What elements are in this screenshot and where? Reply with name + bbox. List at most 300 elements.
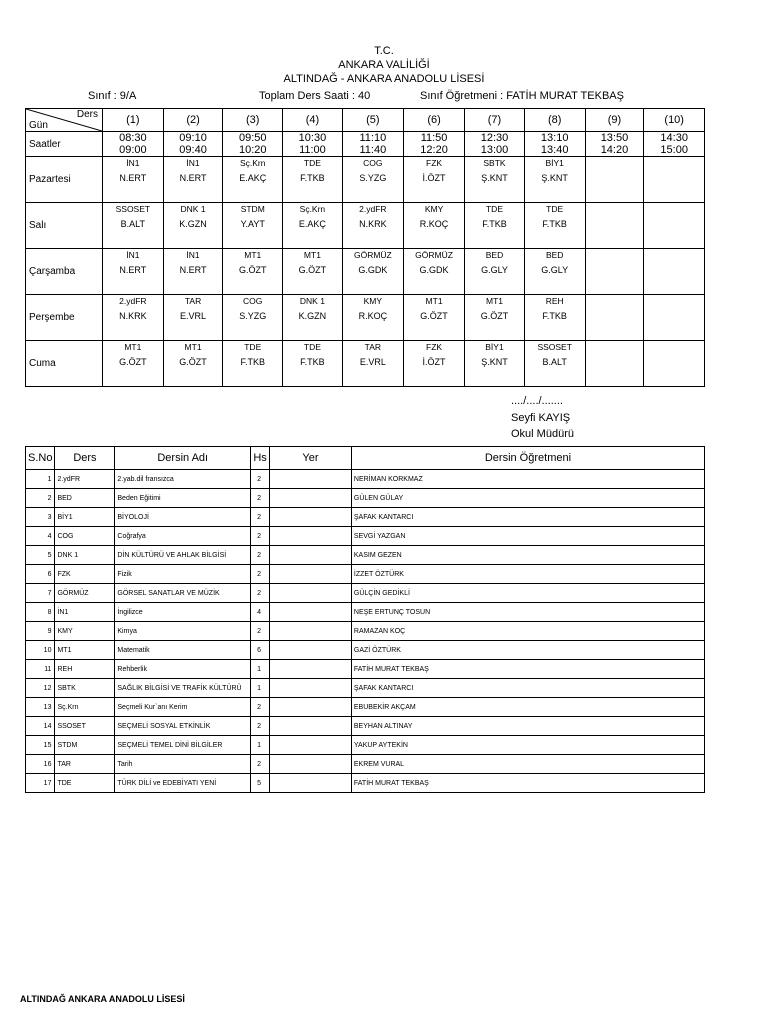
course-no: 8 xyxy=(26,603,55,622)
course-header-code: Ders xyxy=(55,447,115,470)
course-teacher: ŞAFAK KANTARCI xyxy=(351,508,704,527)
course-hours: 2 xyxy=(251,717,270,736)
schedule-cell-course: REH xyxy=(545,296,564,306)
course-hours: 2 xyxy=(251,584,270,603)
day-name: Pazartesi xyxy=(26,157,103,203)
course-teacher: KASIM GEZEN xyxy=(351,546,704,565)
schedule-cell xyxy=(163,157,223,203)
period-header: (8) xyxy=(524,109,585,132)
schedule-cell xyxy=(465,295,525,341)
course-hours: 2 xyxy=(251,527,270,546)
course-code: BED xyxy=(55,489,115,508)
schedule-cell-teacher: K.GZN xyxy=(179,219,207,229)
schedule-cell-course: İN1 xyxy=(126,158,140,168)
schedule-corner xyxy=(26,109,102,131)
course-name: Fizik xyxy=(115,565,251,584)
period-end-time: 14:20 xyxy=(600,144,629,156)
schedule-body xyxy=(26,109,705,387)
schedule-day-row xyxy=(26,157,705,203)
course-name: SEÇMELİ TEMEL DİNİ BİLGİLER xyxy=(115,736,251,755)
course-row xyxy=(26,679,705,698)
schedule-time-row xyxy=(26,132,705,157)
schedule-cell xyxy=(163,249,223,295)
schedule-cell xyxy=(342,203,403,249)
course-hours: 2 xyxy=(251,755,270,774)
period-end-time: 09:00 xyxy=(119,144,147,156)
schedule-cell-teacher: F.TKB xyxy=(240,357,265,367)
period-header: (7) xyxy=(465,109,525,132)
schedule-cell-teacher: E.VRL xyxy=(359,357,386,367)
schedule-cell-course: 2.ydFR xyxy=(359,204,387,214)
schedule-cell-teacher: G.GDK xyxy=(358,265,388,275)
schedule-cell-teacher: İ.ÖZT xyxy=(422,173,446,183)
course-hours: 2 xyxy=(251,508,270,527)
course-name: GÖRSEL SANATLAR VE MÜZİK xyxy=(115,584,251,603)
schedule-cell xyxy=(585,295,644,341)
course-place xyxy=(270,527,352,546)
schedule-cell xyxy=(103,249,164,295)
schedule-cell xyxy=(465,157,525,203)
schedule-cell xyxy=(403,249,464,295)
period-header: (4) xyxy=(283,109,343,132)
course-place xyxy=(270,622,352,641)
schedule-cell-course: MT1 xyxy=(124,342,142,352)
period-start-time: 09:10 xyxy=(179,132,207,144)
schedule-cell-teacher: Ş.KNT xyxy=(481,173,508,183)
period-time-cell xyxy=(465,132,525,157)
period-start-time: 13:50 xyxy=(600,132,629,144)
course-row xyxy=(26,660,705,679)
course-name: Beden Eğitimi xyxy=(115,489,251,508)
course-row xyxy=(26,622,705,641)
course-row xyxy=(26,508,705,527)
course-teacher: EKREM VURAL xyxy=(351,755,704,774)
schedule-cell xyxy=(342,157,403,203)
schedule-cell-teacher: G.ÖZT xyxy=(119,357,147,367)
period-start-time: 12:30 xyxy=(480,132,509,144)
course-row xyxy=(26,584,705,603)
schedule-cell-teacher: Ş.KNT xyxy=(481,357,508,367)
period-time-cell xyxy=(342,132,403,157)
schedule-cell xyxy=(103,157,164,203)
course-no: 9 xyxy=(26,622,55,641)
schedule-cell xyxy=(283,203,343,249)
period-header: (6) xyxy=(403,109,464,132)
schedule-period-row xyxy=(26,109,705,132)
schedule-cell xyxy=(103,295,164,341)
schedule-cell-course: GÖRMÜZ xyxy=(415,250,453,260)
period-time-cell xyxy=(283,132,343,157)
schedule-cell-course: İN1 xyxy=(126,250,140,260)
schedule-cell-course: Sç.Krn xyxy=(239,158,266,168)
schedule-cell xyxy=(465,249,525,295)
schedule-cell-course: 2.ydFR xyxy=(119,296,147,306)
course-hours: 2 xyxy=(251,470,270,489)
period-start-time: 11:50 xyxy=(420,132,448,144)
schedule-cell xyxy=(223,341,283,387)
course-list-body xyxy=(26,447,705,793)
course-header-place: Yer xyxy=(270,447,352,470)
principal-title: Okul Müdürü xyxy=(511,428,574,440)
period-time-cell xyxy=(524,132,585,157)
schedule-day-row xyxy=(26,341,705,387)
schedule-cell-teacher: G.GDK xyxy=(419,265,449,275)
course-code: BİY1 xyxy=(55,508,115,527)
schedule-cell-course: SSOSET xyxy=(115,204,151,214)
course-name: Tarih xyxy=(115,755,251,774)
period-end-time: 12:20 xyxy=(420,144,448,156)
header-line-valilik: ANKARA VALİLİĞİ xyxy=(338,59,430,71)
weekly-schedule-table xyxy=(25,108,705,387)
course-place xyxy=(270,698,352,717)
schedule-cell-course: MT1 xyxy=(184,342,202,352)
course-name: İngilizce xyxy=(115,603,251,622)
schedule-cell xyxy=(103,341,164,387)
schedule-cell-teacher: G.ÖZT xyxy=(298,265,327,275)
schedule-day-row xyxy=(26,249,705,295)
course-place xyxy=(270,641,352,660)
schedule-cell xyxy=(103,203,164,249)
schedule-cell-teacher: N.ERT xyxy=(179,265,207,275)
total-hours-label: Toplam Ders Saati : 40 xyxy=(259,90,371,102)
schedule-cell xyxy=(283,249,343,295)
period-header: (9) xyxy=(585,109,644,132)
course-code: SBTK xyxy=(55,679,115,698)
schedule-cell xyxy=(644,341,705,387)
class-label: Sınıf : 9/A xyxy=(88,90,137,102)
period-start-time: 14:30 xyxy=(660,132,688,144)
schedule-cell-teacher: G.ÖZT xyxy=(179,357,207,367)
course-hours: 2 xyxy=(251,546,270,565)
course-row xyxy=(26,489,705,508)
course-no: 6 xyxy=(26,565,55,584)
course-hours: 6 xyxy=(251,641,270,660)
schedule-cell-teacher: F.TKB xyxy=(542,311,567,321)
course-hours: 5 xyxy=(251,774,270,793)
schedule-cell-course: BED xyxy=(485,250,504,260)
period-start-time: 10:30 xyxy=(298,132,327,144)
course-teacher: RAMAZAN KOÇ xyxy=(351,622,704,641)
schedule-cell-teacher: E.AKÇ xyxy=(239,173,267,183)
schedule-cell xyxy=(585,157,644,203)
schedule-cell-course: Sç.Krn xyxy=(299,204,326,214)
course-row xyxy=(26,603,705,622)
course-place xyxy=(270,755,352,774)
course-teacher: GÜLEN GÜLAY xyxy=(351,489,704,508)
schedule-cell-course: STDM xyxy=(240,204,265,214)
schedule-cell-course: TDE xyxy=(546,204,564,214)
schedule-day-row xyxy=(26,203,705,249)
schedule-cell xyxy=(403,157,464,203)
course-place xyxy=(270,603,352,622)
footer-school-name: ALTINDAĞ ANKARA ANADOLU LİSESİ xyxy=(20,994,185,1004)
schedule-cell-course: BİY1 xyxy=(485,342,504,352)
course-teacher: GAZİ ÖZTÜRK xyxy=(351,641,704,660)
period-start-time: 09:50 xyxy=(238,132,267,144)
schedule-cell xyxy=(465,203,525,249)
course-name: Kimya xyxy=(115,622,251,641)
schedule-cell xyxy=(644,295,705,341)
schedule-cell-teacher: R.KOÇ xyxy=(358,311,388,321)
course-no: 2 xyxy=(26,489,55,508)
schedule-day-row xyxy=(26,295,705,341)
course-place xyxy=(270,489,352,508)
day-name: Perşembe xyxy=(26,295,103,341)
course-teacher: ŞAFAK KANTARCI xyxy=(351,679,704,698)
period-header: (3) xyxy=(223,109,283,132)
course-hours: 1 xyxy=(251,736,270,755)
course-teacher: NEŞE ERTUNÇ TOSUN xyxy=(351,603,704,622)
course-no: 7 xyxy=(26,584,55,603)
course-name: Matematik xyxy=(115,641,251,660)
signature-date: ..../..../....... xyxy=(511,395,563,407)
course-code: MT1 xyxy=(55,641,115,660)
course-name: 2.yab.dil fransızca xyxy=(115,470,251,489)
course-header-no: S.No xyxy=(26,447,55,470)
course-teacher: GÜLÇİN GEDİKLİ xyxy=(351,584,704,603)
header-line-tc: T.C. xyxy=(374,45,394,57)
course-place xyxy=(270,717,352,736)
course-place xyxy=(270,470,352,489)
course-hours: 1 xyxy=(251,679,270,698)
course-name: Rehberlik xyxy=(115,660,251,679)
schedule-cell-course: SBTK xyxy=(483,158,506,168)
course-teacher: BEYHAN ALTINAY xyxy=(351,717,704,736)
course-teacher: NERİMAN KORKMAZ xyxy=(351,470,704,489)
schedule-cell xyxy=(465,341,525,387)
course-no: 12 xyxy=(26,679,55,698)
course-no: 5 xyxy=(26,546,55,565)
course-code: STDM xyxy=(55,736,115,755)
period-end-time: 13:40 xyxy=(540,144,569,156)
schedule-cell xyxy=(524,341,585,387)
schedule-cell-course: GÖRMÜZ xyxy=(353,250,392,260)
course-code: FZK xyxy=(55,565,115,584)
schedule-cell-teacher: E.VRL xyxy=(180,311,207,321)
course-hours: 2 xyxy=(251,622,270,641)
schedule-cell-teacher: Y.AYT xyxy=(240,219,265,229)
schedule-cell-course: FZK xyxy=(426,342,443,352)
schedule-cell-teacher: N.ERT xyxy=(119,173,147,183)
header-line-school: ALTINDAĞ - ANKARA ANADOLU LİSESİ xyxy=(283,73,485,85)
schedule-cell-course: FZK xyxy=(426,158,443,168)
class-teacher-label: Sınıf Öğretmeni : FATİH MURAT TEKBAŞ xyxy=(420,90,624,102)
schedule-cell-teacher: N.ERT xyxy=(179,173,207,183)
course-place xyxy=(270,565,352,584)
course-teacher: İZZET ÖZTÜRK xyxy=(351,565,704,584)
course-hours: 2 xyxy=(251,489,270,508)
period-start-time: 11:10 xyxy=(359,132,387,144)
course-no: 10 xyxy=(26,641,55,660)
course-row xyxy=(26,736,705,755)
course-hours: 1 xyxy=(251,660,270,679)
schedule-cell xyxy=(524,203,585,249)
course-code: Sç.Krn xyxy=(55,698,115,717)
course-name: DİN KÜLTÜRÜ VE AHLAK BİLGİSİ xyxy=(115,546,251,565)
schedule-cell xyxy=(585,203,644,249)
schedule-cell xyxy=(223,203,283,249)
course-place xyxy=(270,736,352,755)
schedule-cell-course: İN1 xyxy=(186,250,200,260)
period-time-cell xyxy=(103,132,164,157)
course-no: 3 xyxy=(26,508,55,527)
schedule-cell-teacher: F.TKB xyxy=(482,219,507,229)
schedule-cell xyxy=(403,203,464,249)
course-no: 13 xyxy=(26,698,55,717)
schedule-cell-teacher: G.ÖZT xyxy=(238,265,267,275)
period-header: (2) xyxy=(163,109,223,132)
period-header: (10) xyxy=(644,109,705,132)
corner-ders-label: Ders xyxy=(76,109,98,120)
course-teacher: FATİH MURAT TEKBAŞ xyxy=(351,660,704,679)
course-code: TDE xyxy=(55,774,115,793)
schedule-cell xyxy=(585,341,644,387)
schedule-cell-course: MT1 xyxy=(244,250,262,260)
schedule-cell xyxy=(403,341,464,387)
schedule-cell-course: TDE xyxy=(303,342,321,352)
schedule-cell-teacher: S.YZG xyxy=(359,173,387,183)
schedule-cell xyxy=(342,295,403,341)
course-no: 4 xyxy=(26,527,55,546)
course-row xyxy=(26,774,705,793)
course-header-teacher: Dersin Öğretmeni xyxy=(351,447,704,470)
course-teacher: FATİH MURAT TEKBAŞ xyxy=(351,774,704,793)
course-no: 1 xyxy=(26,470,55,489)
period-end-time: 11:00 xyxy=(299,144,326,156)
day-name: Salı xyxy=(26,203,103,249)
schedule-cell xyxy=(283,341,343,387)
schedule-cell-teacher: F.TKB xyxy=(300,357,325,367)
schedule-corner-cell xyxy=(26,109,103,132)
schedule-cell-teacher: G.GLY xyxy=(541,265,569,275)
course-code: DNK 1 xyxy=(55,546,115,565)
schedule-cell-course: MT1 xyxy=(425,296,443,306)
schedule-cell-course: İN1 xyxy=(186,158,200,168)
course-name: BİYOLOJİ xyxy=(115,508,251,527)
course-row xyxy=(26,565,705,584)
schedule-cell-course: DNK 1 xyxy=(299,296,325,306)
schedule-cell-teacher: Ş.KNT xyxy=(541,173,568,183)
schedule-cell xyxy=(342,249,403,295)
course-code: GÖRMÜZ xyxy=(55,584,115,603)
course-no: 14 xyxy=(26,717,55,736)
course-row xyxy=(26,698,705,717)
schedule-cell-teacher: G.GLY xyxy=(481,265,508,275)
schedule-cell-teacher: N.ERT xyxy=(119,265,147,275)
course-name: Seçmeli Kur`anı Kerim xyxy=(115,698,251,717)
schedule-cell xyxy=(283,295,343,341)
course-name: TÜRK DİLİ ve EDEBİYATI YENİ xyxy=(115,774,251,793)
schedule-cell xyxy=(283,157,343,203)
schedule-cell xyxy=(644,249,705,295)
schedule-cell-teacher: R.KOÇ xyxy=(419,219,449,229)
schedule-cell-course: MT1 xyxy=(485,296,503,306)
period-end-time: 09:40 xyxy=(179,144,207,156)
schedule-cell xyxy=(223,157,283,203)
period-header: (5) xyxy=(342,109,403,132)
course-list-table xyxy=(25,446,705,793)
schedule-cell-course: KMY xyxy=(363,296,383,306)
principal-name: Seyfi KAYIŞ xyxy=(511,412,571,424)
course-no: 17 xyxy=(26,774,55,793)
course-place xyxy=(270,660,352,679)
schedule-cell-teacher: N.KRK xyxy=(359,219,387,229)
schedule-cell-teacher: E.AKÇ xyxy=(298,219,326,229)
course-no: 16 xyxy=(26,755,55,774)
schedule-cell xyxy=(163,203,223,249)
schedule-cell xyxy=(223,295,283,341)
period-time-cell xyxy=(585,132,644,157)
course-row xyxy=(26,546,705,565)
course-code: 2.ydFR xyxy=(55,470,115,489)
period-time-cell xyxy=(403,132,464,157)
schedule-cell-teacher: G.ÖZT xyxy=(420,311,448,321)
schedule-cell xyxy=(524,249,585,295)
schedule-cell xyxy=(163,295,223,341)
schedule-cell xyxy=(644,203,705,249)
period-header: (1) xyxy=(103,109,164,132)
schedule-cell-course: COG xyxy=(363,158,383,168)
schedule-cell-teacher: B.ALT xyxy=(542,357,567,367)
period-end-time: 11:40 xyxy=(359,144,387,156)
course-no: 15 xyxy=(26,736,55,755)
course-code: İN1 xyxy=(55,603,115,622)
course-code: TAR xyxy=(55,755,115,774)
schedule-cell xyxy=(403,295,464,341)
period-end-time: 15:00 xyxy=(660,144,688,156)
course-code: REH xyxy=(55,660,115,679)
schedule-cell-teacher: K.GZN xyxy=(298,311,327,321)
course-no: 11 xyxy=(26,660,55,679)
schedule-cell xyxy=(524,295,585,341)
schedule-cell xyxy=(163,341,223,387)
course-place xyxy=(270,774,352,793)
schedule-cell-teacher: G.ÖZT xyxy=(480,311,509,321)
schedule-cell-teacher: N.KRK xyxy=(119,311,147,321)
day-name: Cuma xyxy=(26,341,103,387)
schedule-cell-course: TDE xyxy=(303,158,321,168)
schedule-cell xyxy=(223,249,283,295)
course-place xyxy=(270,679,352,698)
course-hours: 2 xyxy=(251,565,270,584)
corner-gun-label: Gün xyxy=(29,120,48,131)
schedule-cell-teacher: B.ALT xyxy=(120,219,146,229)
course-header-name: Dersin Adı xyxy=(115,447,251,470)
course-hours: 2 xyxy=(251,698,270,717)
schedule-cell-course: TAR xyxy=(184,296,202,306)
schedule-cell xyxy=(644,157,705,203)
course-list-header-row xyxy=(26,447,705,470)
course-place xyxy=(270,584,352,603)
schedule-cell xyxy=(524,157,585,203)
schedule-cell-course: TDE xyxy=(485,204,503,214)
course-name: SEÇMELİ SOSYAL ETKİNLİK xyxy=(115,717,251,736)
period-end-time: 10:20 xyxy=(238,144,267,156)
schedule-cell-course: SSOSET xyxy=(537,342,572,352)
day-name: Çarşamba xyxy=(26,249,103,295)
course-code: COG xyxy=(55,527,115,546)
time-row-label: Saatler xyxy=(26,132,103,157)
course-place xyxy=(270,546,352,565)
period-time-cell xyxy=(223,132,283,157)
course-code: SSOSET xyxy=(55,717,115,736)
course-row xyxy=(26,641,705,660)
schedule-cell-course: TDE xyxy=(244,342,262,352)
course-row xyxy=(26,470,705,489)
course-place xyxy=(270,508,352,527)
course-teacher: YAKUP AYTEKİN xyxy=(351,736,704,755)
schedule-cell-course: BED xyxy=(545,250,564,260)
